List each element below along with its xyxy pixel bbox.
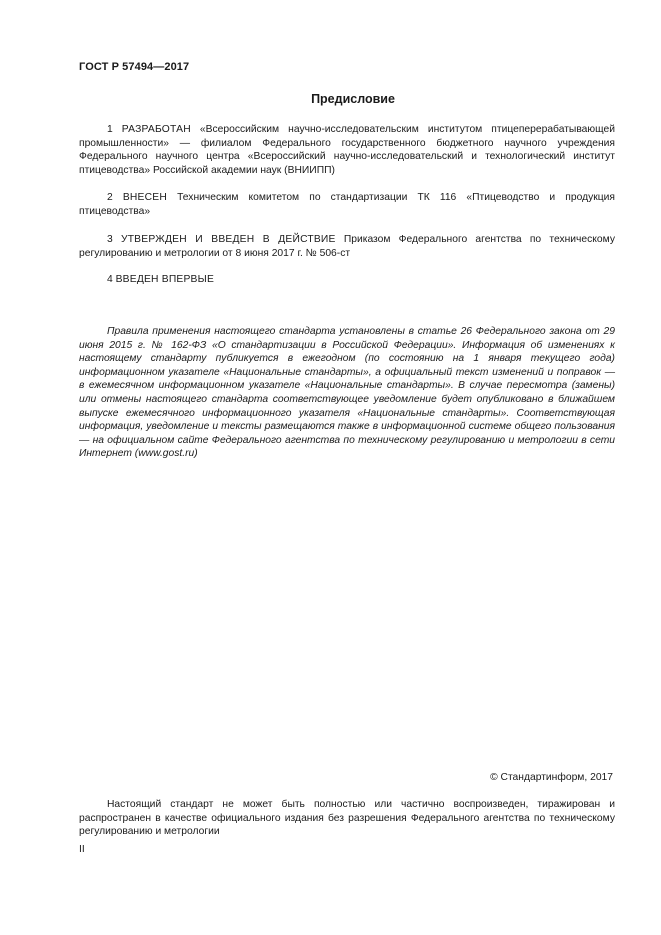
- reproduction-notice: Настоящий стандарт не может быть полностью или частично воспроизведен, тиражирован и распространен в качестве официального издания без разрешения Федерального агентства по техническому регулированию и метрологии: [79, 799, 615, 838]
- item-1-num: 1: [107, 124, 113, 135]
- item-2-keyword: ВНЕСЕН: [122, 192, 167, 203]
- item-1: [79, 123, 615, 177]
- page-title: Предисловие: [311, 92, 395, 106]
- item-2: [79, 191, 615, 218]
- item-3-num: 3: [107, 234, 113, 245]
- item-2-num: 2: [107, 192, 113, 203]
- item-3: [79, 233, 615, 260]
- item-3-keyword: УТВЕРЖДЕН И ВВЕДЕН В ДЕЙСТВИЕ: [120, 234, 336, 245]
- page-number: II: [79, 844, 85, 855]
- item-4-keyword: ВВЕДЕН ВПЕРВЫЕ: [115, 274, 215, 285]
- item-2-text: Техническим комитетом по стандартизации ТК 116 «Птицеводство и продукция птицеводства»: [79, 192, 615, 217]
- rules-note: Правила применения настоящего стандарта установлены в статье 26 Федерального закона от 29 июня 2015 г. № 162-ФЗ «О стандартизации в Российской Федерации». Информация об изменениях к настоящему стандарту публикуется в ежегодном (по состоянию на 1 января текущего года) информационном указателе «Национальные стандарты», а официальный текст изменений и поправок — в ежемесячном информационном указателе «Национальные стандарты». В случае пересмотра (замены) или отмены настоящего стандарта соответствующее уведомление будет опубликовано в ближайшем выпуске ежемесячного информационного указателя «Национальные стандарты». Соответствующая информация, уведомление и тексты размещаются также в информационной системе общего пользования — на официальном сайте Федерального агентства по техническому регулированию и метрологии в сети Интернет (www.gost.ru): [79, 326, 615, 460]
- item-1-keyword: РАЗРАБОТАН: [121, 124, 191, 135]
- item-1-text: «Всероссийским научно-исследовательским институтом птицеперерабатывающей промышленности» — филиалом Федерального государственного бюджетного научного учреждения Федерального научного центра «Всероссийский научно-исследовательский и технологический институт птицеводства» Российской академии наук (ВНИИПП): [79, 124, 615, 176]
- standard-id: ГОСТ Р 57494—2017: [79, 61, 190, 73]
- copyright: © Стандартинформ, 2017: [490, 772, 613, 783]
- item-3-text: Приказом Федерального агентства по техническому регулированию и метрологии от 8 июня 2017 г. № 506-ст: [79, 234, 615, 259]
- item-4: [79, 273, 615, 287]
- item-4-num: 4: [107, 274, 113, 285]
